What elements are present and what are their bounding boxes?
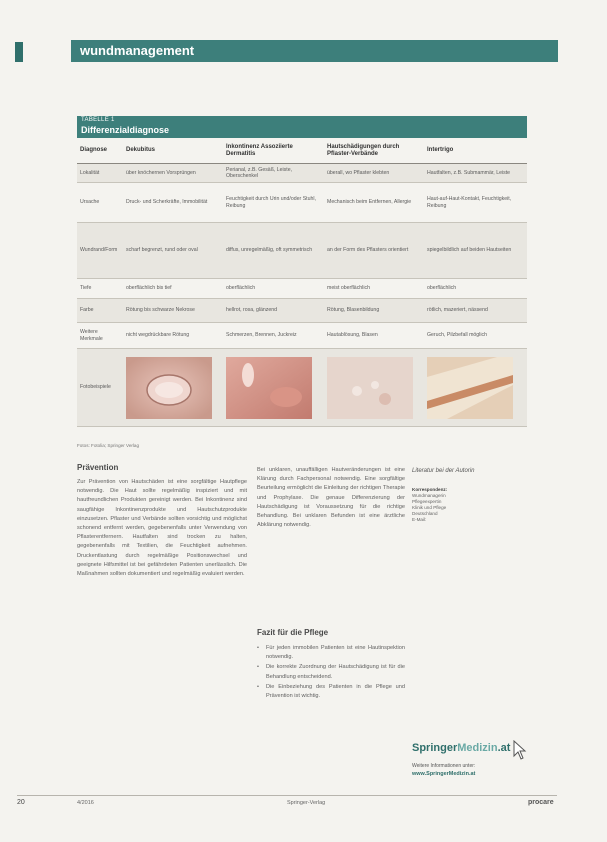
table-cell: Farbe xyxy=(77,299,123,323)
correspondence-line: Pflegeexpertin xyxy=(412,499,442,504)
header-marker xyxy=(15,42,23,62)
references-note: Literatur bei der Autorin xyxy=(412,468,475,474)
column-header: Intertrigo xyxy=(424,139,527,164)
publisher-name: Springer-Verlag xyxy=(287,800,326,806)
issue-number: 4/2016 xyxy=(77,800,94,806)
section-title: wundmanagement xyxy=(80,43,195,58)
body-text-column-2: Bei unklaren, unauffälligen Hautveränderungen ist eine Klärung durch Fachpersonal notwendig. Eine sorgfältige Beurteilung ermöglicht die Einleitung der richtigen Therapie und Prophylaxe. Die genaue Differenzierung der Hautschädigung ist Voraussetzung für die richtige Behandlung. Bei unklaren Befunden ist eine ärztliche Abklärung notwendig. xyxy=(257,467,405,529)
correspondence-line: Wundmanagerin xyxy=(412,493,446,498)
table-cell: Rötung, Blasenbildung xyxy=(324,299,424,323)
table-cell: Weitere Merkmale xyxy=(77,323,123,349)
correspondence-block xyxy=(412,487,532,523)
correspondence-label: Korrespondenz: xyxy=(412,487,448,492)
promo-text: Weitere Informationen unter: xyxy=(412,763,476,769)
table-row xyxy=(77,349,527,427)
table-cell xyxy=(424,349,527,427)
prevention-heading: Prävention xyxy=(77,463,119,472)
body-text-column-1: Zur Prävention von Hautschäden ist eine sorgfältige Hautpflege notwendig. Die Haut sollte regelmäßig inspiziert und mit hautfreundlichen Produkten gereinigt werden. Bei Inkontinenz sind saugfähige Inkontinenzprodukte und Hautschutzprodukte einzusetzen. Pflaster und Verbände sollten vorsichtig und möglichst schonend entfernt werden, gegebenenfalls unter Verwendung von Pflasterentfernern. Hautfalten sind trocken zu halten, gegebenenfalls mit Textilien, die Feuchtigkeit aufnehmen. Druckentlastung durch regelmäßige Positionswechsel und geeignete Hilfsmittel ist bei gefährdeten Patienten unerlässlich. Die Maßnahmen sollten dokumentiert und regelmäßig evaluiert werden. xyxy=(77,479,247,578)
table-cell: Schmerzen, Brennen, Juckreiz xyxy=(223,323,324,349)
table-cell: überall, wo Pflaster klebten xyxy=(324,164,424,183)
table-row xyxy=(77,279,527,299)
table-title: Differenzialdiagnose xyxy=(81,125,170,135)
table-cell: Wundrand/Form xyxy=(77,223,123,279)
table-cell: Haut-auf-Haut-Kontakt, Feuchtigkeit, Reibung xyxy=(424,183,527,223)
conclusion-list xyxy=(257,644,405,702)
differential-diagnosis-table xyxy=(77,139,527,427)
table-header-row xyxy=(77,139,527,164)
table-cell: scharf begrenzt, rund oder oval xyxy=(123,223,223,279)
table-cell: meist oberflächlich xyxy=(324,279,424,299)
table-cell: oberflächlich xyxy=(223,279,324,299)
table-cell: oberflächlich bis tief xyxy=(123,279,223,299)
column-header: Diagnose xyxy=(77,139,123,164)
correspondence-line: Deutschland xyxy=(412,511,438,516)
table-cell: Feuchtigkeit durch Urin und/oder Stuhl, Reibung xyxy=(223,183,324,223)
correspondence-line: E-Mail: xyxy=(412,517,427,522)
table-row xyxy=(77,183,527,223)
table-row xyxy=(77,323,527,349)
table-cell: Ursache xyxy=(77,183,123,223)
table-label: TABELLE 1 xyxy=(81,117,115,123)
table-cell xyxy=(324,349,424,427)
photo-intertrigo xyxy=(427,357,513,419)
photo-decubitus xyxy=(126,357,212,419)
springer-medizin-logo: SpringerMedizin.at xyxy=(412,742,511,754)
table-cell: Lokalität xyxy=(77,164,123,183)
table-cell: diffus, unregelmäßig, oft symmetrisch xyxy=(223,223,324,279)
table-cell: Hautablösung, Blasen xyxy=(324,323,424,349)
column-header: Dekubitus xyxy=(123,139,223,164)
list-item: • Für jeden immobilen Patienten ist eine Hautinspektion notwendig. xyxy=(257,644,405,662)
table-row xyxy=(77,164,527,183)
table-cell: Rötung bis schwarze Nekrose xyxy=(123,299,223,323)
table-cell: Druck- und Scherkräfte, Immobilität xyxy=(123,183,223,223)
table-cell: nicht wegdrückbare Rötung xyxy=(123,323,223,349)
table-cell: über knöchernen Vorsprüngen xyxy=(123,164,223,183)
promo-link[interactable]: www.SpringerMedizin.at xyxy=(412,771,476,777)
journal-name: procare xyxy=(528,799,554,806)
list-item: • Die Einbeziehung des Patienten in die Pflege und Prävention ist wichtig. xyxy=(257,683,405,701)
table-cell xyxy=(223,349,324,427)
photo-plaster-damage xyxy=(327,357,413,419)
table-cell: Fotobeispiele xyxy=(77,349,123,427)
table-cell: rötlich, mazeriert, nässend xyxy=(424,299,527,323)
table-cell: oberflächlich xyxy=(424,279,527,299)
table-cell: Hautfalten, z.B. Submammär, Leiste xyxy=(424,164,527,183)
cursor-icon xyxy=(513,740,527,760)
table-cell: hellrot, rosa, glänzend xyxy=(223,299,324,323)
table-row xyxy=(77,223,527,279)
correspondence-line: Klinik und Pflege xyxy=(412,505,447,510)
page-number: 20 xyxy=(17,799,25,806)
list-item: • Die korrekte Zuordnung der Hautschädigung ist für die Behandlung entscheidend. xyxy=(257,663,405,681)
table-cell: Perianal, z.B. Gesäß, Leiste, Oberschenkel xyxy=(223,164,324,183)
table-cell: Geruch, Pilzbefall möglich xyxy=(424,323,527,349)
table-cell: an der Form des Pflasters orientiert xyxy=(324,223,424,279)
table-cell: Mechanisch beim Entfernen, Allergie xyxy=(324,183,424,223)
column-header: Hautschädigungen durch Pflaster-Verbände xyxy=(324,139,424,164)
footer-divider xyxy=(17,795,557,796)
table-caption: Fotos: Fotolia; Springer Verlag xyxy=(77,443,140,448)
table-cell: Tiefe xyxy=(77,279,123,299)
column-header: Inkontinenz Assoziierte Dermatitis xyxy=(223,139,324,164)
table-heading xyxy=(77,116,527,138)
photo-dermatitis xyxy=(226,357,312,419)
table-cell: spiegelbildlich auf beiden Hautseiten xyxy=(424,223,527,279)
table-cell xyxy=(123,349,223,427)
conclusion-heading: Fazit für die Pflege xyxy=(257,628,329,637)
table-row xyxy=(77,299,527,323)
